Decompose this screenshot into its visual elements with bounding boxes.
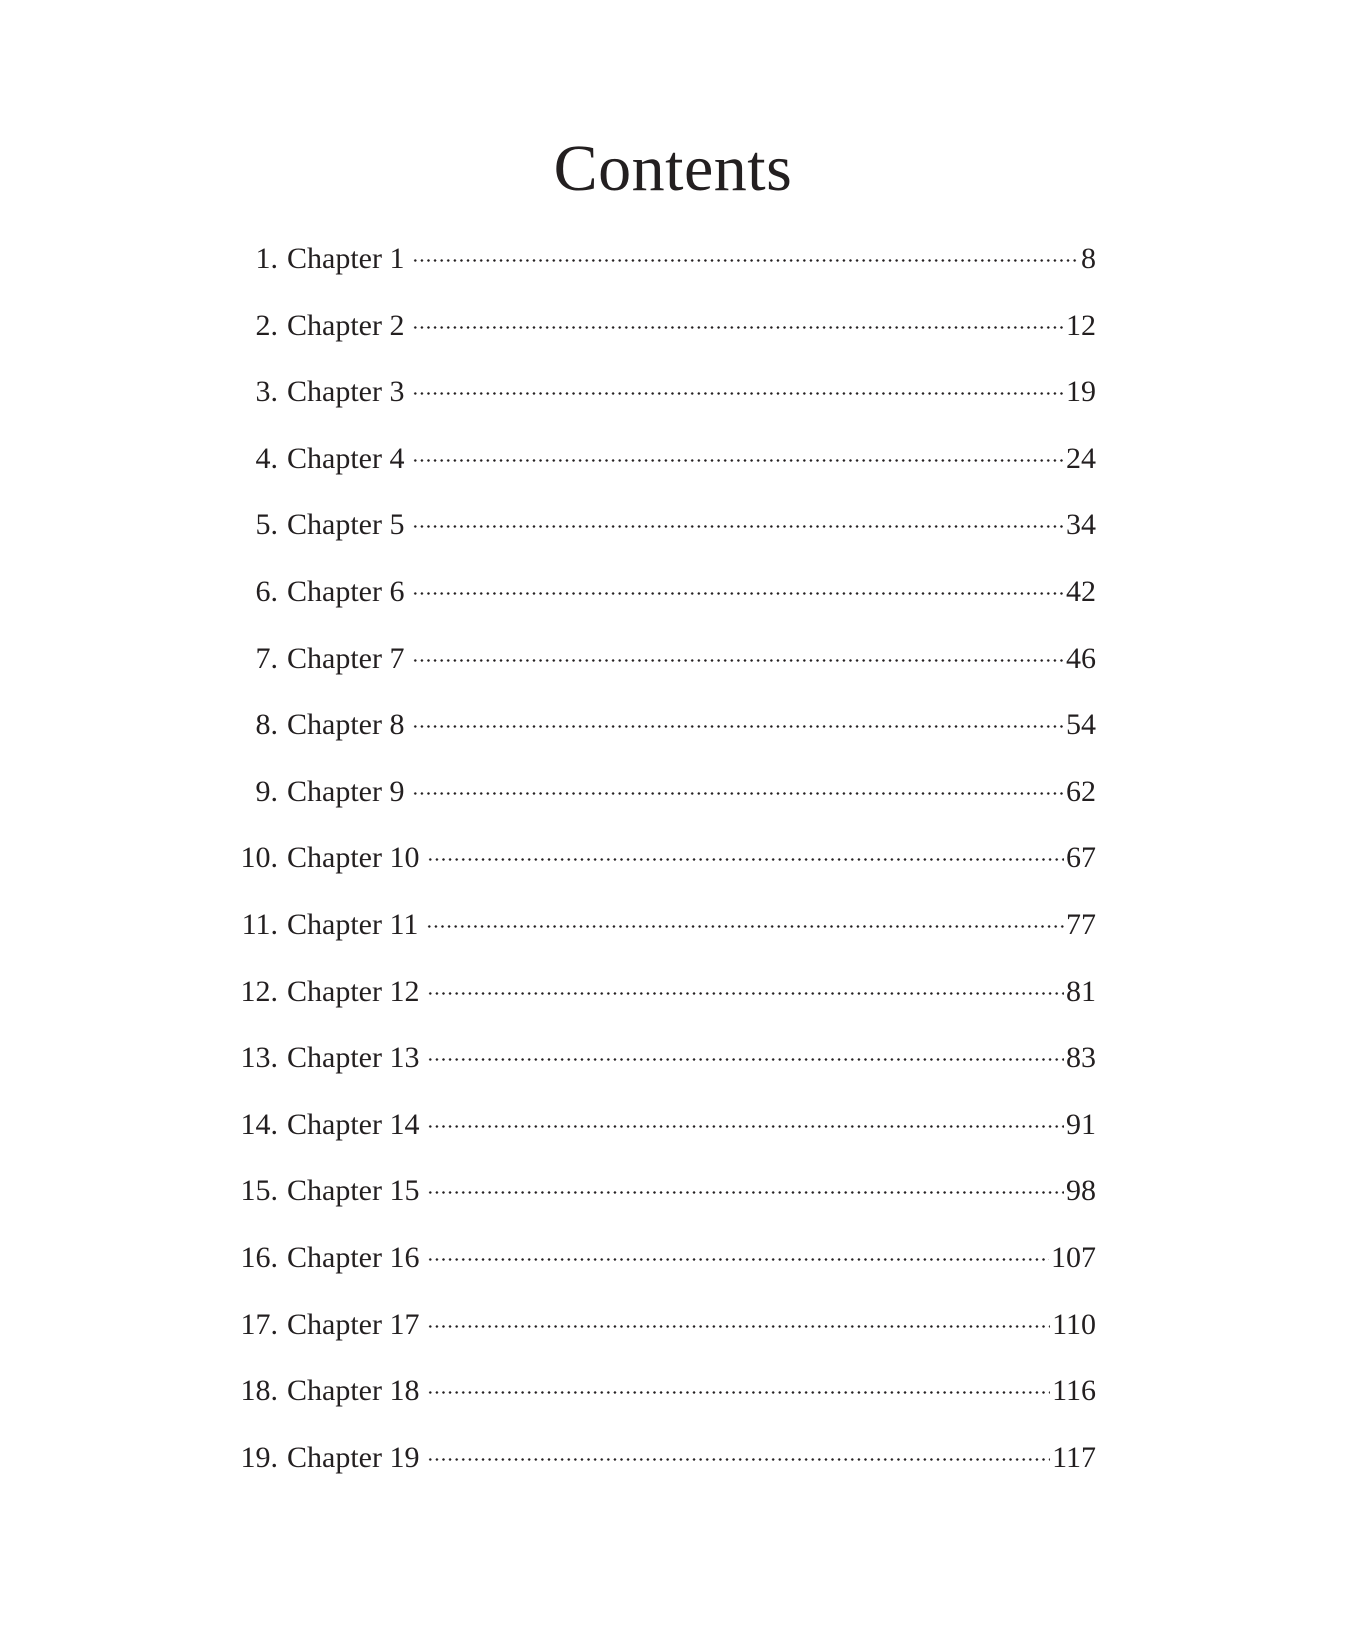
toc-entry-title: Chapter 16 <box>287 1240 420 1274</box>
toc-dot-leader <box>427 1104 1064 1134</box>
toc-dot-leader <box>427 1437 1050 1467</box>
toc-entry-page: 42 <box>1066 574 1096 608</box>
toc-entry-title: Chapter 2 <box>287 308 405 342</box>
toc-entry-number: 11. <box>241 907 278 941</box>
toc-entry-page: 116 <box>1052 1374 1096 1408</box>
toc-entry-page: 54 <box>1066 708 1096 742</box>
toc-entry-page: 117 <box>1052 1440 1096 1474</box>
toc-entry-title: Chapter 7 <box>287 641 405 675</box>
toc-entry-page: 77 <box>1066 907 1096 941</box>
toc-entry-page: 8 <box>1081 242 1096 275</box>
toc-entry-title: Chapter 13 <box>287 1041 420 1075</box>
toc-entry[interactable] <box>230 904 1096 971</box>
toc-entry-title: Chapter 1 <box>287 242 405 275</box>
toc-entry-title: Chapter 19 <box>287 1440 420 1474</box>
toc-dot-leader <box>426 904 1064 934</box>
toc-dot-leader <box>412 571 1064 601</box>
toc-entry-number: 3. <box>255 375 278 409</box>
toc-dot-leader <box>427 1237 1049 1267</box>
toc-entry-title: Chapter 12 <box>287 974 420 1008</box>
toc-entry-title: Chapter 10 <box>287 841 420 875</box>
toc-dot-leader <box>427 971 1064 1001</box>
toc-entry-number: 19. <box>240 1440 278 1474</box>
toc-entry-number: 6. <box>255 574 278 608</box>
toc-entry-title: Chapter 4 <box>287 441 405 475</box>
toc-entry[interactable] <box>230 1304 1096 1371</box>
toc-entry-number: 15. <box>240 1174 278 1208</box>
toc-entry-title: Chapter 6 <box>287 574 405 608</box>
toc-entry-page: 91 <box>1066 1107 1096 1141</box>
toc-entry-number: 5. <box>255 508 278 542</box>
toc-entry-number: 10. <box>240 841 278 875</box>
toc-entry[interactable] <box>230 438 1096 505</box>
toc-dot-leader <box>412 305 1064 335</box>
toc-entry-title: Chapter 8 <box>287 708 405 742</box>
toc-dot-leader <box>427 1370 1050 1400</box>
toc-entry-title: Chapter 14 <box>287 1107 420 1141</box>
toc-entry-title: Chapter 11 <box>287 907 419 941</box>
toc-entry-number: 9. <box>255 774 278 808</box>
toc-entry-page: 12 <box>1066 308 1096 342</box>
toc-entry-title: Chapter 17 <box>287 1307 420 1341</box>
toc-entry[interactable] <box>230 1037 1096 1104</box>
toc-entry-number: 2. <box>255 308 278 342</box>
toc-entry-page: 81 <box>1066 974 1096 1008</box>
toc-entry-title: Chapter 9 <box>287 774 405 808</box>
toc-entry-number: 1. <box>255 242 278 275</box>
toc-dot-leader <box>427 837 1064 867</box>
toc-entry-number: 4. <box>255 441 278 475</box>
toc-entry[interactable] <box>230 1437 1096 1504</box>
toc-entry[interactable] <box>230 1370 1096 1437</box>
toc-entry[interactable] <box>230 571 1096 638</box>
toc-dot-leader <box>427 1037 1064 1067</box>
toc-entry-number: 16. <box>240 1240 278 1274</box>
toc-entry-page: 24 <box>1066 441 1096 475</box>
page-title: Contents <box>553 132 793 205</box>
toc-entry[interactable] <box>230 1104 1096 1171</box>
toc-entry-number: 12. <box>240 974 278 1008</box>
toc-entry[interactable] <box>230 1237 1096 1304</box>
toc-entry[interactable] <box>230 371 1096 438</box>
toc-entry-page: 46 <box>1066 641 1096 675</box>
toc-entry[interactable] <box>230 971 1096 1038</box>
toc-entry[interactable] <box>230 638 1096 705</box>
toc-entry-number: 14. <box>240 1107 278 1141</box>
toc-entry[interactable] <box>230 305 1096 372</box>
toc-entry-page: 62 <box>1066 774 1096 808</box>
toc-dot-leader <box>412 638 1064 668</box>
toc-entry[interactable] <box>230 837 1096 904</box>
toc-entry-title: Chapter 18 <box>287 1374 420 1408</box>
toc-entry-page: 67 <box>1066 841 1096 875</box>
table-of-contents <box>230 238 1096 1503</box>
toc-entry[interactable] <box>230 704 1096 771</box>
toc-dot-leader <box>412 704 1064 734</box>
toc-dot-leader <box>412 238 1079 268</box>
toc-dot-leader <box>427 1170 1064 1200</box>
toc-entry[interactable] <box>230 504 1096 571</box>
toc-entry-page: 83 <box>1066 1041 1096 1075</box>
toc-dot-leader <box>412 438 1064 468</box>
toc-entry[interactable] <box>230 238 1096 305</box>
toc-entry-page: 110 <box>1052 1307 1096 1341</box>
toc-entry[interactable] <box>230 1170 1096 1237</box>
toc-entry-number: 17. <box>240 1307 278 1341</box>
toc-dot-leader <box>427 1304 1050 1334</box>
toc-entry-title: Chapter 3 <box>287 375 405 409</box>
toc-entry-page: 98 <box>1066 1174 1096 1208</box>
toc-entry-page: 107 <box>1051 1240 1096 1274</box>
toc-entry-page: 19 <box>1066 375 1096 409</box>
toc-entry-number: 18. <box>240 1374 278 1408</box>
toc-entry-page: 34 <box>1066 508 1096 542</box>
toc-dot-leader <box>412 371 1064 401</box>
toc-entry-number: 8. <box>255 708 278 742</box>
toc-dot-leader <box>412 771 1064 801</box>
toc-entry-number: 7. <box>255 641 278 675</box>
toc-entry-number: 13. <box>240 1041 278 1075</box>
toc-entry-title: Chapter 15 <box>287 1174 420 1208</box>
toc-dot-leader <box>412 504 1064 534</box>
toc-entry-title: Chapter 5 <box>287 508 405 542</box>
toc-entry[interactable] <box>230 771 1096 838</box>
